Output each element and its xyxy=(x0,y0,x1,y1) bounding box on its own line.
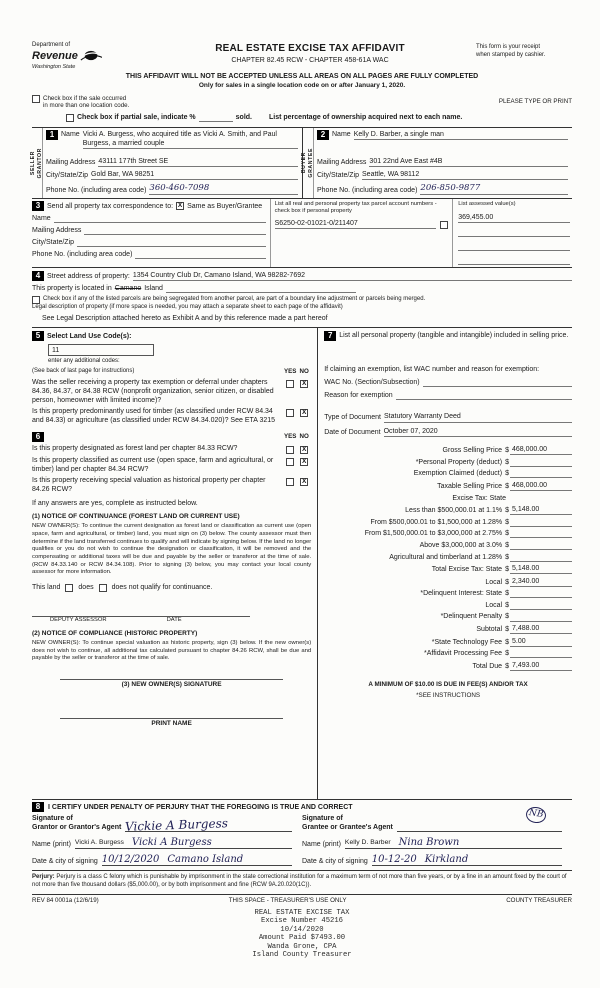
s6q3-yes-checkbox[interactable] xyxy=(286,478,294,486)
legal-description-field[interactable]: See Legal Description attached hereto as Exhibit A and by this reference made a part hereof xyxy=(42,315,328,323)
grantee-initials: NB xyxy=(525,806,547,825)
property-address-section xyxy=(32,268,572,328)
buyer-name-field[interactable]: Kelly D. Barber, a single man xyxy=(354,130,568,140)
personal-property-label: List all personal property (tangible and intangible) included in selling price. xyxy=(339,332,569,340)
grantor-name-print-field[interactable]: Vicki A. Burgess Vicki A Burgess xyxy=(75,838,292,849)
left-column xyxy=(32,328,318,799)
ownership-label: List percentage of ownership acquired next to each name. xyxy=(269,113,463,121)
form-title: REAL ESTATE EXCISE TAX AFFIDAVIT xyxy=(215,43,405,54)
seller-name-field[interactable]: Vicki A. Burgess, who acquired title as Vicki A. Smith, and Paul Burgess, a married couple xyxy=(83,130,298,149)
parcel-header-label: List all real and personal property tax parcel account numbers - check box if personal property xyxy=(274,201,437,215)
s5-question-2: Is this property predominantly used for timber (as classified under RCW 84.34 and 84.33) or agriculture (as classified under RCW 84.34.020)? See ETA 3215 X xyxy=(32,408,307,425)
treasurer-space-label: THIS SPACE - TREASURER'S USE ONLY xyxy=(228,896,347,904)
delinquent-interest-state-value[interactable] xyxy=(510,590,572,598)
taxable-selling-price-value[interactable]: 468,000.00 xyxy=(510,481,572,491)
s6-yes-no-header: YES NO xyxy=(283,432,309,440)
land-use-code-field[interactable]: 11 xyxy=(48,344,154,356)
print-name-line[interactable] xyxy=(60,718,283,719)
tax-line-excise-header: Excise Tax: State xyxy=(452,494,506,502)
print-name-block: PRINT NAME xyxy=(32,706,311,728)
located-in-blank[interactable] xyxy=(166,285,356,293)
s6-question-2: Is this property classified as current use (open space, farm and agricultural, or timber) land per chapter 84.34 RCW? X xyxy=(32,456,307,473)
tier1-value[interactable]: 5,148.00 xyxy=(510,505,572,515)
minimum-fee-note: A MINIMUM OF $10.00 IS DUE IN FEE(S) AND/OR TAX xyxy=(368,680,528,688)
section2-badge: 2 xyxy=(317,130,329,140)
single-location-note: Only for sales in a single location code on or after January 1, 2020. xyxy=(198,82,406,90)
parcel-number-field[interactable]: S6250-02-01021-0/211407 xyxy=(275,219,437,229)
assessed-value-blank-3[interactable] xyxy=(458,256,570,265)
new-owner-signature-line[interactable] xyxy=(60,679,283,680)
tax-line-exemption: Exemption Claimed (deduct) $ xyxy=(324,469,572,478)
section7-badge: 7 xyxy=(324,331,336,341)
footer-row xyxy=(32,894,572,905)
state-technology-fee-value[interactable]: 5.00 xyxy=(510,637,572,647)
wac-number-field[interactable] xyxy=(423,379,572,387)
s5-yes-no-header: YES NO xyxy=(283,367,309,375)
additional-codes-label: enter any additional codes: xyxy=(48,358,120,365)
grantor-signature-block: Signature of Grantor or Grantor's Agent Vickie A Burgess Name (print) Vicki A. Burgess Vicki A Burgess Date & city of signing 10/12/2020 Camano Island xyxy=(32,815,302,866)
personal-property-checkbox[interactable] xyxy=(440,221,448,229)
notice-continuance-body: NEW OWNER(S): To continue the current designation as forest land or classification as current use (open space, farm and agricultural, or timber) land, you must sign on (3) below. The county assessor must then determine if the land transferred continues to qualify and will indicate by signing below. If the land no longer qualifies or you do not wish to continue the designation or classification, it will be removed and the compensating or additional taxes will be due and payable by the seller or transferor at the time of sale. (RCW 84.33.140 or RCW 84.34.108). Prior to signing (3) below, you may contact your local county assessor for more information. xyxy=(32,523,312,576)
buyer-mailing-field[interactable]: 301 22nd Ave East #4B xyxy=(369,157,568,167)
certify-label: I CERTIFY UNDER PENALTY OF PERJURY THAT THE FOREGOING IS TRUE AND CORRECT xyxy=(48,803,353,811)
tier3-value[interactable] xyxy=(510,530,572,538)
tax-line-taxable: Taxable Selling Price $ 468,000.00 xyxy=(324,481,572,491)
s6q1-no-checkbox[interactable]: X xyxy=(302,445,307,453)
multi-location-checkbox[interactable] xyxy=(32,95,40,103)
notice-compliance-body: NEW OWNER(S): To continue special valuation as historic property, sign (3) below. If the new owner(s) does not wish to continue, all additional tax calculated pursuant to chapter 84.26 RCW, shall be due and payable by the seller or transferor at the time of sale. xyxy=(32,640,312,662)
perjury-clause: Perjury: Perjury is a class C felony which is punishable by imprisonment in the state correctional institution for a maximum term of not more than five years, or by a fine in an amount fixed by the court of not more than five thousand dollars ($5,000.00), or by both imprisonment and fine (RCW 9A.20.020(1C)). xyxy=(32,873,567,888)
seller-side-label: SELLER GRANTOR xyxy=(32,128,43,198)
wac-label: WAC No. (Section/Subsection) xyxy=(324,379,420,387)
document-type-field[interactable]: Statutory Warranty Deed xyxy=(384,412,572,422)
tax-line-gross: Gross Selling Price $ 468,000.00 xyxy=(324,445,572,455)
notice-compliance-title: (2) NOTICE OF COMPLIANCE (HISTORIC PROPERTY) xyxy=(32,629,198,637)
buyer-section: BUYER GRANTEE 2 Name Kelly D. Barber, a single man Mailing Address 301 22nd Ave East #4B City/State/Zip Seattle, WA 98112 Phone No. (including area code) 206-850-9877 xyxy=(302,128,572,198)
agricultural-value[interactable] xyxy=(510,554,572,562)
assessed-value-field[interactable]: 369,455.00 xyxy=(458,213,570,223)
revenue-swoosh-icon xyxy=(80,49,102,65)
s6-question-3: Is this property receiving special valuation as historical property per chapter 84.26 RCW? X xyxy=(32,477,307,494)
multi-location-label: Check box if the sale occurred in more than one location code. xyxy=(43,94,130,110)
gross-selling-price-value[interactable]: 468,000.00 xyxy=(510,445,572,455)
assessed-value-blank-1[interactable] xyxy=(458,228,570,237)
s5-question-1: Was the seller receiving a property tax exemption or deferral under chapters 84.36, 84.37, or 84.38 RCW (nonprofit organization, senior citizen, or disabled person, homeowner with limited income)? X xyxy=(32,379,307,404)
subtotal-value[interactable]: 7,488.00 xyxy=(510,624,572,634)
main-columns xyxy=(32,328,572,800)
correspondence-name-field[interactable] xyxy=(54,215,266,223)
certification-section xyxy=(32,800,572,871)
s6q1-yes-checkbox[interactable] xyxy=(286,446,294,454)
parties-block xyxy=(32,127,572,199)
street-address-field[interactable]: 1354 Country Club Dr, Camano Island, WA 98282-7692 xyxy=(133,271,572,281)
does-qualify-checkbox[interactable] xyxy=(65,584,73,592)
tax-line-tier3: From $1,500,000.01 to $3,000,000 at 2.75% $ xyxy=(324,529,572,538)
tax-line-delinquent-interest-local: Local $ xyxy=(324,601,572,610)
correspondence-phone-field[interactable] xyxy=(135,251,265,259)
grantee-signature-block: NB Signature of Grantee or Grantee's Agent Name (print) Kelly D. Barber Nina Brown Date & city of signing 10-12-20 Kirkland xyxy=(302,815,572,866)
s5q1-no-checkbox[interactable]: X xyxy=(302,379,307,387)
continuance-qualify-row: This land does does not qualify for continuance. xyxy=(32,584,213,592)
correspondence-mailing-field[interactable] xyxy=(84,227,265,235)
seller-city-field[interactable]: Gold Bar, WA 98251 xyxy=(91,170,298,180)
located-in-field[interactable]: Island xyxy=(144,285,163,293)
treasurer-stamp: REAL ESTATE EXCISE TAX Excise Number 45216 10/14/2020 Amount Paid $7493.00 Wanda Grone, CPA Island County Treasurer xyxy=(252,908,352,960)
right-column xyxy=(318,328,572,799)
tax-line-local: Local $ 2,340.00 xyxy=(324,577,572,587)
receipt-note: This form is your receipt when stamped by cashier. xyxy=(476,44,546,58)
seller-section: SELLER GRANTOR 1 Name Vicki A. Burgess, who acquired title as Vicki A. Smith, and Paul Burgess, a married couple Mailing Address 43111 177th Street SE City/State/Zip Gold Bar, WA 98251 Phone No. (including area code) 360-460-7098 xyxy=(32,128,302,198)
partial-sale-checkbox[interactable] xyxy=(66,114,74,122)
new-owner-signature-block: (3) NEW OWNER(S) SIGNATURE xyxy=(32,679,311,689)
local-tax-value[interactable]: 2,340.00 xyxy=(510,577,572,587)
section3-badge: 3 xyxy=(32,201,44,211)
grantor-date-city-field[interactable]: 10/12/2020 Camano Island xyxy=(102,855,292,866)
tax-line-tier2: From $500,000.01 to $1,500,000 at 1.28% $ xyxy=(324,518,572,527)
seller-mailing-field[interactable]: 43111 177th Street SE xyxy=(98,157,298,167)
reason-exemption-field[interactable] xyxy=(396,392,572,400)
does-not-qualify-checkbox[interactable] xyxy=(99,584,107,592)
buyer-side-label: BUYER GRANTEE xyxy=(303,128,314,198)
tier2-value[interactable] xyxy=(510,519,572,527)
partial-sale-label: Check box if partial sale, indicate % xyxy=(77,113,196,121)
same-as-buyer-label: Same as Buyer/Grantee xyxy=(187,202,263,210)
tax-correspondence-section: 3 Send all property tax correspondence to: X Same as Buyer/Grantee Name Mailing Address City/State/Zip Phone No. (including area code) List all real and personal property tax parcel account numbers - check box if personal property S6250-02-01021-0/211407 List assessed value(s) 369,455.00 xyxy=(32,199,572,268)
partial-sale-percent-field[interactable] xyxy=(199,114,233,122)
logo-washington-state: Washington State xyxy=(32,64,76,71)
logo-revenue: Revenue xyxy=(32,50,78,63)
assessed-value-blank-2[interactable] xyxy=(458,242,570,251)
total-excise-state-value[interactable]: 5,148.00 xyxy=(510,564,572,574)
partial-sale-row xyxy=(32,113,572,122)
tax-line-delinquent-penalty: *Delinquent Penalty $ xyxy=(324,612,572,621)
grantee-name-print-field[interactable]: Kelly D. Barber Nina Brown xyxy=(345,838,562,849)
exemption-claim-label: If claiming an exemption, list WAC number and reason for exemption: xyxy=(324,366,540,374)
please-type-label: PLEASE TYPE OR PRINT xyxy=(498,98,572,106)
reason-exemption-label: Reason for exemption xyxy=(324,392,393,400)
section5-badge: 5 xyxy=(32,331,44,341)
tax-line-delinquent-interest-state: *Delinquent Interest: State $ xyxy=(324,589,572,598)
same-as-buyer-checkbox[interactable]: X xyxy=(177,201,183,209)
affidavit-processing-fee-value[interactable] xyxy=(510,650,572,658)
buyer-city-field[interactable]: Seattle, WA 98112 xyxy=(362,170,568,180)
s6q2-no-checkbox[interactable]: X xyxy=(302,457,307,465)
s5q2-yes-checkbox[interactable] xyxy=(286,409,294,417)
grantor-signature-field[interactable]: Vickie A Burgess xyxy=(125,816,292,832)
land-use-label: Select Land Use Code(s): xyxy=(47,333,132,341)
delinquent-penalty-value[interactable] xyxy=(510,614,572,622)
segregated-label: Check box if any of the listed parcels are being segregated from another parcel, are part of a boundary line adjustment or parcels being merged. xyxy=(43,296,426,303)
document-date-label: Date of Document xyxy=(324,428,381,436)
legal-description-label: Legal description of property (if more space is needed, you may attach a separate sheet to each page of the affidavit) xyxy=(32,304,343,311)
warning-line: THIS AFFIDAVIT WILL NOT BE ACCEPTED UNLESS ALL AREAS ON ALL PAGES ARE FULLY COMPLETED xyxy=(125,73,479,81)
if-yes-note: If any answers are yes, complete as instructed below. xyxy=(32,499,198,507)
exemption-claimed-value[interactable] xyxy=(510,470,572,478)
located-struck-text: Camano xyxy=(114,285,142,293)
multi-location-row xyxy=(32,95,572,110)
deputy-assessor-block: DEPUTY ASSESSOR DATE xyxy=(32,606,250,625)
document-date-field[interactable]: October 07, 2020 xyxy=(384,427,572,437)
see-back-label: (See back of last page for instructions) xyxy=(32,368,135,375)
tax-line-subtotal: Subtotal $ 7,488.00 xyxy=(324,624,572,634)
buyer-phone-field[interactable]: 206-850-9877 xyxy=(420,183,568,195)
county-treasurer-label: COUNTY TREASURER xyxy=(506,896,572,904)
located-in-label: This property is located in xyxy=(32,285,112,293)
tier4-value[interactable] xyxy=(510,542,572,550)
tax-line-personal: *Personal Property (deduct) $ xyxy=(324,458,572,467)
logo-dept-of: Department of xyxy=(32,42,71,48)
document-type-label: Type of Document xyxy=(324,414,381,422)
send-correspondence-label: Send all property tax correspondence to: xyxy=(47,202,174,210)
s6q3-no-checkbox[interactable]: X xyxy=(302,478,307,486)
street-address-label: Street address of property: xyxy=(47,273,130,281)
grantee-date-city-field[interactable]: 10-12-20 Kirkland xyxy=(372,855,562,866)
s6-question-1: Is this property designated as forest land per chapter 84.33 RCW? X xyxy=(32,444,307,453)
tax-line-total-due: Total Due $ 7,493.00 xyxy=(324,661,572,671)
tax-line-processing-fee: *Affidavit Processing Fee $ xyxy=(324,649,572,658)
section4-badge: 4 xyxy=(32,271,44,281)
tax-line-total-state: Total Excise Tax: State $ 5,148.00 xyxy=(324,564,572,574)
correspondence-city-field[interactable] xyxy=(77,239,266,247)
personal-property-deduct-value[interactable] xyxy=(510,459,572,467)
tax-line-tech-fee: *State Technology Fee $ 5.00 xyxy=(324,637,572,647)
segregated-checkbox[interactable] xyxy=(32,296,40,304)
notice-continuance-title: (1) NOTICE OF CONTINUANCE (FOREST LAND OR CURRENT USE) xyxy=(32,512,240,520)
see-instructions-note: *SEE INSTRUCTIONS xyxy=(416,692,481,700)
delinquent-interest-local-value[interactable] xyxy=(510,602,572,610)
sold-label: sold. xyxy=(235,113,252,121)
seller-phone-field[interactable]: 360-460-7098 xyxy=(149,183,298,195)
s5q1-yes-checkbox[interactable] xyxy=(286,380,294,388)
deputy-assessor-signature-line[interactable] xyxy=(32,606,250,616)
tax-line-tier1: Less than $500,000.01 at 1.1% $ 5,148.00 xyxy=(324,505,572,515)
s5q2-no-checkbox[interactable]: X xyxy=(302,409,307,417)
tax-computation xyxy=(324,443,572,671)
s6q2-yes-checkbox[interactable] xyxy=(286,458,294,466)
section1-badge: 1 xyxy=(46,130,58,140)
assessed-header-label: List assessed value(s) xyxy=(458,201,516,208)
tax-line-tier4: Above $3,000,000 at 3.0% $ xyxy=(324,541,572,550)
header xyxy=(32,42,572,70)
form-rev-number: REV 84 0001a (12/6/19) xyxy=(32,896,99,904)
section6-badge: 6 xyxy=(32,432,44,442)
dor-logo xyxy=(32,42,144,70)
total-due-value[interactable]: 7,493.00 xyxy=(510,661,572,671)
form-chapter: CHAPTER 82.45 RCW - CHAPTER 458-61A WAC xyxy=(231,57,389,64)
tax-line-agri: Agricultural and timberland at 1.28% $ xyxy=(324,553,572,562)
section8-badge: 8 xyxy=(32,802,44,812)
